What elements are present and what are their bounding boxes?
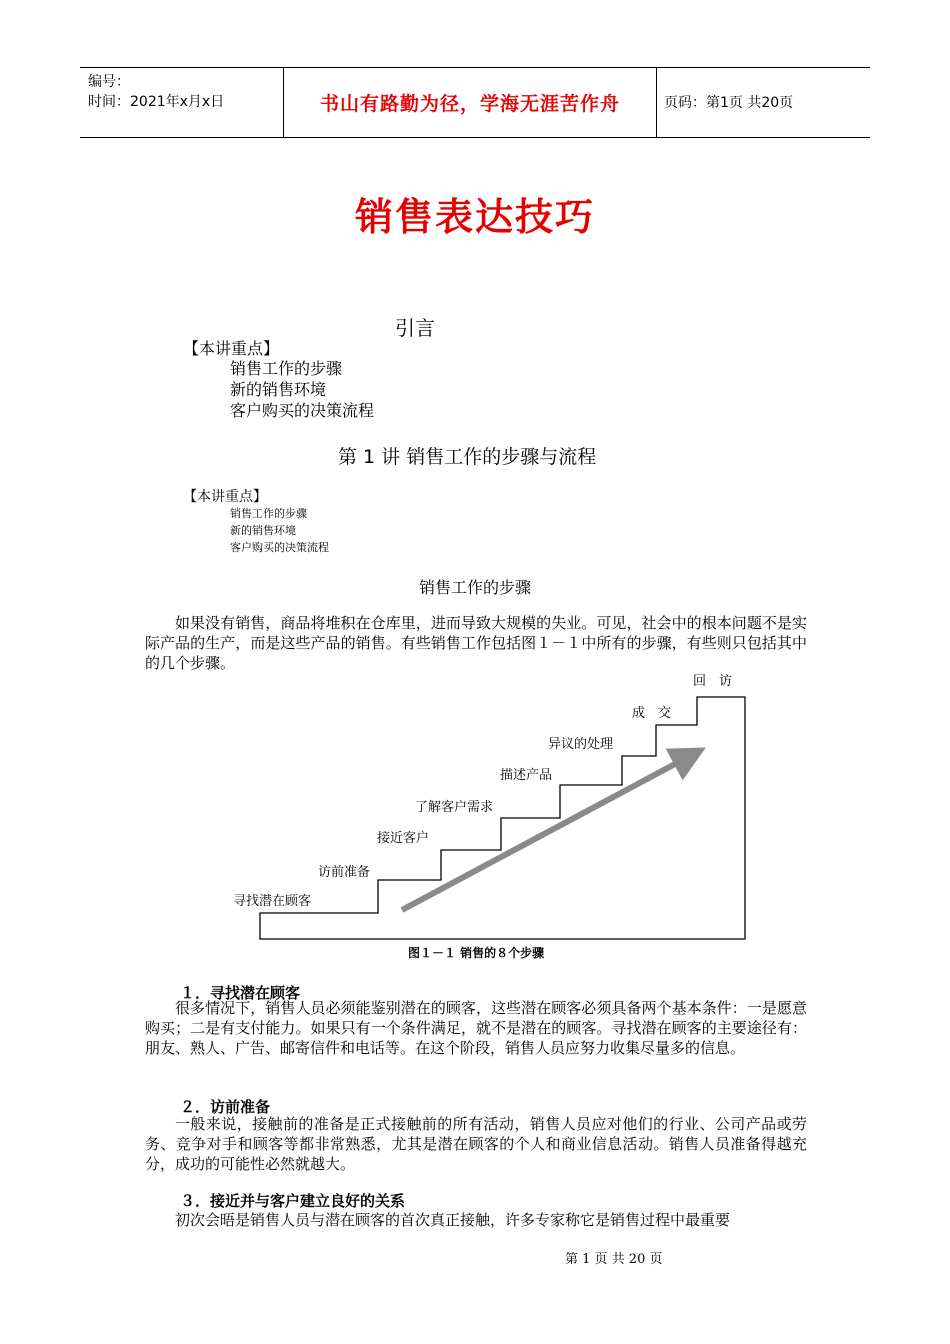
- step-label: 接近客户: [377, 831, 430, 846]
- document-title: 销售表达技巧: [354, 195, 595, 239]
- intro-focus-label: 【本讲重点】: [183, 339, 280, 358]
- step-label: 描述产品: [500, 768, 553, 783]
- section-heading: １．寻找潜在顾客: [180, 984, 301, 1002]
- list-item: 新的销售环境: [230, 524, 296, 537]
- lecture-heading: 第 1 讲 销售工作的步骤与流程: [338, 446, 597, 468]
- list-item: 客户购买的决策流程: [230, 541, 329, 554]
- list-item: 销售工作的步骤: [230, 359, 343, 378]
- step-label: 寻找潜在顾客: [233, 894, 312, 909]
- paragraph: 初次会晤是销售人员与潜在顾客的首次真正接触，许多专家称它是销售过程中最重要: [175, 1211, 731, 1229]
- staircase-outline: [260, 697, 745, 939]
- paragraph: 一般来说，接触前的准备是正式接触前的所有活动，销售人员应对他们的行业、公司产品或劳务、竞争对手和顾客等都非常熟悉，尤其是潜在顾客的个人和商业信息活动。销售人员准备得越充分，成功的可能性必然就越大。: [145, 1115, 807, 1173]
- doc-date: 时间：2021年x月x日: [88, 94, 225, 110]
- step-label: 回 访: [693, 674, 733, 689]
- page-footer: 第 1 页 共 20 页: [565, 1252, 663, 1267]
- list-item: 客户购买的决策流程: [230, 401, 375, 420]
- section-heading: ３．接近并与客户建立良好的关系: [180, 1192, 406, 1210]
- step-label: 访前准备: [318, 865, 371, 880]
- section-heading: 销售工作的步骤: [418, 578, 531, 597]
- step-label: 成 交: [632, 706, 672, 721]
- list-item: 新的销售环境: [230, 380, 327, 399]
- intro-heading: 引言: [395, 316, 435, 340]
- step-label: 了解客户需求: [415, 800, 494, 815]
- header-page-number: 页码：第1页 共20页: [664, 95, 794, 111]
- step-label: 异议的处理: [548, 737, 614, 752]
- header-motto: 书山有路勤为径，学海无涯苦作舟: [319, 93, 620, 115]
- paragraph: 很多情况下，销售人员必须能鉴别潜在的顾客，这些潜在顾客必须具备两个基本条件：一是愿意购买；二是有支付能力。如果只有一个条件满足，就不是潜在的顾客。寻找潜在顾客的主要途径有：朋友、熟人、广告、邮寄信件和电话等。在这个阶段，销售人员应努力收集尽量多的信息。: [145, 999, 807, 1057]
- doc-code-label: 编号：: [88, 74, 130, 90]
- lecture-focus-label: 【本讲重点】: [183, 489, 267, 505]
- list-item: 销售工作的步骤: [230, 507, 307, 520]
- figure-caption: 图１－１ 销售的８个步骤: [408, 946, 545, 960]
- section-heading: ２．访前准备: [180, 1098, 271, 1116]
- paragraph: 如果没有销售，商品将堆积在仓库里，进而导致大规模的失业。可见，社会中的根本问题不是实际产品的生产，而是这些产品的销售。有些销售工作包括图１－１中所有的步骤，有些则只包括其中的几个步骤。: [145, 614, 807, 672]
